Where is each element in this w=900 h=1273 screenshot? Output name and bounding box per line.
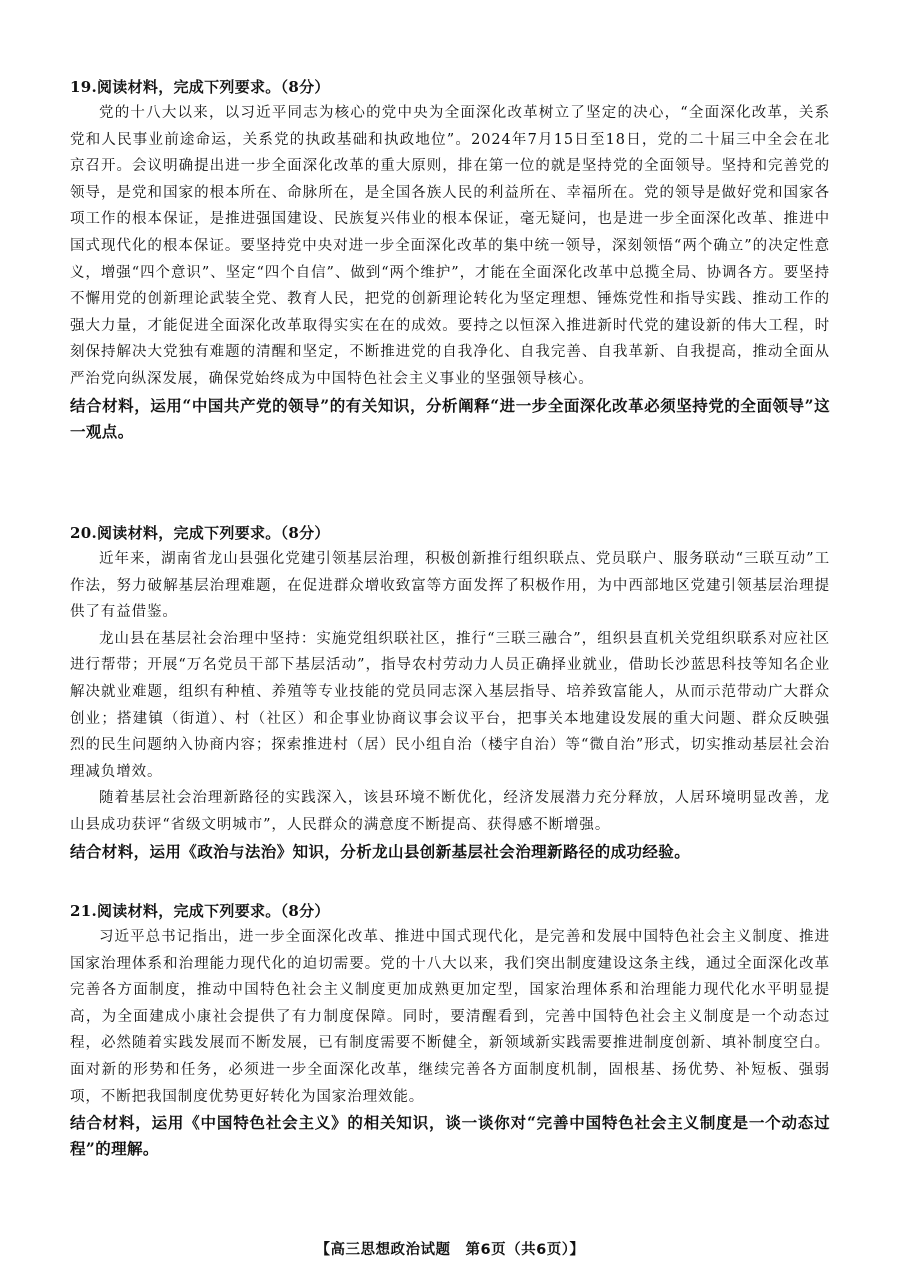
- page-footer: 【高三思想政治试题 第6页（共6页）】: [315, 1242, 585, 1258]
- material-paragraph: 党的十八大以来，以习近平同志为核心的党中央为全面深化改革树立了坚定的决心，“全面深化改革，关系党和人民事业前途命运，关系党的执政基础和执政地位”。2024年7月15日至18日，党的二十届三中全会在北京召开。会议明确提出进一步全面深化改革的重大原则，排在第一位的就是坚持党的全面领导。坚持和完善党的领导，是党和国家的根本所在、命脉所在，是全国各族人民的利益所在、幸福所在。党的领导是做好党和国家各项工作的根本保证，是推进强国建设、民族复兴伟业的根本保证，毫无疑问，也是进一步全面深化改革、推进中国式现代化的根本保证。要坚持党中央对进一步全面深化改革的集中统一领导，深刻领悟“两个确立”的决定性意义，增强“四个意识”、坚定“四个自信”、做到“两个维护”，才能在全面深化改革中总揽全局、协调各方。要坚持不懈用党的创新理论武装全党、教育人民，把党的创新理论转化为坚定理想、锤炼党性和指导实践、推动工作的强大力量，才能促进全面深化改革取得实实在在的成效。要持之以恒深入推进新时代党的建设新的伟大工程，时刻保持解决大党独有难题的清醒和坚定，不断推进党的自我净化、自我完善、自我革新、自我提高，推动全面从严治党向纵深发展，确保党始终成为中国特色社会主义事业的坚强领导核心。: [70, 105, 830, 387]
- question-task: 结合材料，运用《政治与法治》知识，分析龙山县创新基层社会治理新路径的成功经验。: [70, 841, 691, 861]
- material-paragraph: 近年来，湖南省龙山县强化党建引领基层治理，积极创新推行组织联点、党员联户、服务联动“三联互动”工作法，努力破解基层治理难题，在促进群众增收致富等方面发挥了积极作用，为中西部地区党建引领基层治理提供了有益借鉴。: [70, 551, 830, 621]
- question-19: [70, 76, 830, 445]
- question-task: 结合材料，运用《中国特色社会主义》的相关知识，谈一谈你对“完善中国特色社会主义制度是一个动态过程”的理解。: [70, 1113, 830, 1159]
- material-paragraph: 随着基层社会治理新路径的实践深入，该县环境不断优化，经济发展潜力充分释放，人居环境明显改善，龙山县成功获评“省级文明城市”，人民群众的满意度不断提高、获得感不断增强。: [70, 790, 830, 833]
- question-title: 20.阅读材料，完成下列要求。（8分）: [70, 524, 330, 542]
- question-title: 21.阅读材料，完成下列要求。（8分）: [70, 902, 330, 920]
- question-task: 结合材料，运用“中国共产党的领导”的有关知识，分析阐释“进一步全面深化改革必须坚持党的全面领导”这一观点。: [70, 395, 830, 441]
- question-21: [70, 900, 830, 1162]
- material-paragraph: 龙山县在基层社会治理中坚持：实施党组织联社区，推行“三联三融合”，组织县直机关党组织联系对应社区进行帮带；开展“万名党员干部下基层活动”，指导农村劳动力人员正确择业就业，借助长沙蓝思科技等知名企业解决就业难题，组织有种植、养殖等专业技能的党员同志深入基层指导、培养致富能人，从而示范带动广大群众创业；搭建镇（街道）、村（社区）和企事业协商议事会议平台，把事关本地建设发展的重大问题、群众反映强烈的民生问题纳入协商内容；探索推进村（居）民小组自治（楼宇自治）等“微自治”形式，切实推动基层社会治理减负增效。: [70, 630, 830, 780]
- material-paragraph: 习近平总书记指出，进一步全面深化改革、推进中国式现代化，是完善和发展中国特色社会主义制度、推进国家治理体系和治理能力现代化的迫切需要。党的十八大以来，我们突出制度建设这条主线，通过全面深化改革完善各方面制度，推动中国特色社会主义制度更加成熟更加定型，国家治理体系和治理能力现代化水平明显提高，为全面建成小康社会提供了有力制度保障。同时，要清醒看到，完善中国特色社会主义制度是一个动态过程，必然随着实践发展而不断发展，已有制度需要不断健全，新领域新实践需要推进制度创新、填补制度空白。面对新的形势和任务，必须进一步全面深化改革，继续完善各方面制度机制，固根基、扬优势、补短板、强弱项，不断把我国制度优势更好转化为国家治理效能。: [70, 929, 830, 1105]
- question-20: [70, 522, 830, 865]
- question-title: 19.阅读材料，完成下列要求。（8分）: [70, 78, 330, 96]
